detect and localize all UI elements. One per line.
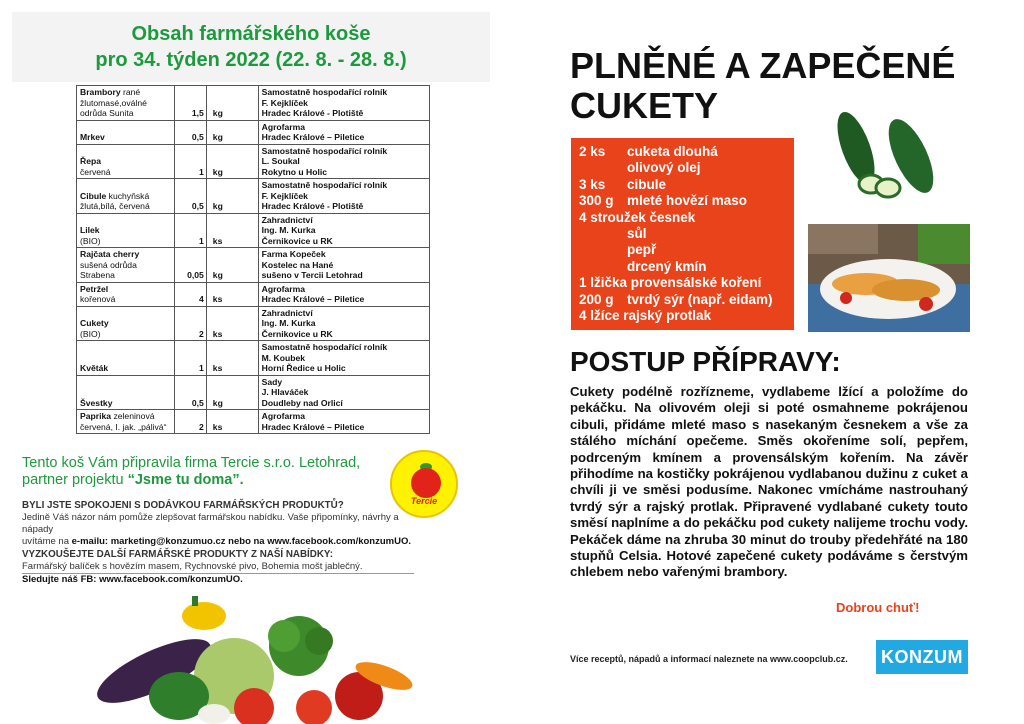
product-farm bbox=[258, 144, 429, 179]
method-text: Cukety podélně rozřízneme, vydlabeme lžící a položíme do pekáčku. Na olivovém oleji si poté osmahneme pokrájenou cibuli, přidáme mleté maso s nasekaným česnekem a vše za stálého míchání opečeme. Směs okořeníme solí, pepřem, podrceným kmínem a provensálským kořením. Na závěr přihodíme na kostičky pokrájenou vydlabanou dužinu z cuket a chvíli ji ve směsi podusíme. Nakonec vmícháme nastrouhaný tvrdý sýr a rajský protlak. Připravené vydlabané cukety touto směsí naplníme a do pekáčku pod cukety nalijeme trochu vody. Pekáček dáme na zhruba 30 minut do trouby předehřáté na 180 stupňů Celsia. Hotové zapečené cukety podáváme s čerstvým chlebem nebo vařenými brambory. bbox=[570, 384, 968, 580]
farm-line: Agrofarma bbox=[261, 283, 306, 294]
tercie-line2 bbox=[22, 472, 382, 489]
product-farm bbox=[258, 341, 429, 376]
ingredient-item: drcený kmín bbox=[627, 258, 707, 274]
product-name-cell bbox=[77, 86, 175, 121]
farm-line: L. Soukal bbox=[261, 156, 300, 166]
basket-week: pro 34. týden 2022 (22. 8. - 28. 8.) bbox=[95, 49, 407, 71]
tercie-line1: Tento koš Vám připravila firma Tercie s.r.o. Letohrad, bbox=[22, 455, 361, 471]
ingredient-row bbox=[579, 210, 786, 226]
product-unit: kg bbox=[206, 120, 258, 144]
ingredient-item: mleté hovězí maso bbox=[627, 193, 748, 209]
product-unit: ks bbox=[206, 410, 258, 434]
farm-line: Horní Ředice u Holic bbox=[261, 363, 346, 373]
product-name-cell bbox=[77, 410, 175, 434]
stuffed-zucchini-image bbox=[808, 224, 970, 332]
product-qty: 1 bbox=[174, 213, 206, 248]
table-row bbox=[77, 341, 430, 376]
farm-line: Samostatně hospodařící rolník bbox=[261, 180, 388, 190]
product-name: Mrkev bbox=[80, 132, 105, 142]
ingredient-item: olivový olej bbox=[627, 160, 701, 176]
farm-line: Hradec Králové – Piletice bbox=[261, 132, 365, 142]
farm-line: Hradec Králové - Plotiště bbox=[261, 201, 364, 211]
product-name-cell bbox=[77, 375, 175, 410]
product-desc: sušená odrůda Strabena bbox=[80, 259, 137, 280]
product-unit: ks bbox=[206, 341, 258, 376]
product-qty: 1 bbox=[174, 341, 206, 376]
basket-title: Obsah farmářského koše bbox=[131, 23, 371, 45]
tercie-line2-prefix: partner projektu bbox=[22, 472, 128, 488]
product-qty: 2 bbox=[174, 306, 206, 341]
farm-line: Samostatně hospodařící rolník bbox=[261, 87, 388, 97]
ingredient-item: 1 lžička provensálské koření bbox=[579, 275, 762, 291]
ingredient-row bbox=[579, 177, 786, 193]
feedback-block bbox=[22, 500, 422, 548]
ingredient-row bbox=[579, 275, 786, 291]
tercie-line2-bold: “Jsme tu doma”. bbox=[127, 472, 244, 488]
farm-line: J. Hlaváček bbox=[261, 387, 309, 397]
table-row bbox=[77, 410, 430, 434]
product-name: Brambory bbox=[80, 87, 121, 97]
feedback-body-2 bbox=[22, 536, 422, 548]
farm-line: Sady bbox=[261, 376, 283, 387]
table-row bbox=[77, 144, 430, 179]
bon-appetit: Dobrou chuť! bbox=[836, 600, 920, 615]
product-name-cell bbox=[77, 306, 175, 341]
ingredient-item: 4 stroužek česnek bbox=[579, 209, 696, 225]
ingredient-row bbox=[579, 292, 786, 308]
product-unit: kg bbox=[206, 144, 258, 179]
farm-line: Ing. M. Kurka bbox=[261, 318, 316, 328]
product-name-cell bbox=[77, 120, 175, 144]
recipe-title-line1: PLNĚNÉ A ZAPEČENÉ bbox=[570, 45, 956, 86]
recipe-title-line2: CUKETY bbox=[570, 85, 719, 126]
product-farm bbox=[258, 375, 429, 410]
farm-line: Doudleby nad Orlicí bbox=[261, 397, 343, 408]
ingredient-qty: 3 ks bbox=[579, 176, 606, 192]
product-desc: kuchyňská žlutá,bílá, červená bbox=[80, 190, 150, 211]
product-qty: 1 bbox=[174, 144, 206, 179]
farm-line: F. Kejklíček bbox=[261, 190, 308, 201]
product-qty: 1,5 bbox=[174, 86, 206, 121]
product-farm bbox=[258, 306, 429, 341]
product-unit: kg bbox=[206, 179, 258, 214]
product-name-cell bbox=[77, 341, 175, 376]
farm-line: M. Koubek bbox=[261, 352, 306, 363]
vegetables-image bbox=[84, 596, 414, 724]
product-desc: (BIO) bbox=[80, 328, 101, 339]
farm-line: Zahradnictví bbox=[261, 307, 313, 318]
farm-line: Černikovice u RK bbox=[261, 328, 333, 339]
product-name: Rajčata cherry bbox=[80, 249, 140, 259]
zucchini-image bbox=[826, 108, 946, 200]
farm-line: Rokytno u Holic bbox=[261, 166, 328, 177]
farm-line: Ing. M. Kurka bbox=[261, 225, 316, 235]
farm-line: Zahradnictví bbox=[261, 214, 313, 225]
tercie-note bbox=[22, 455, 382, 489]
farm-line: Černikovice u RK bbox=[261, 235, 333, 246]
product-name-cell bbox=[77, 144, 175, 179]
ingredient-row bbox=[579, 226, 786, 242]
product-name: Paprika bbox=[80, 411, 112, 421]
offer-body-1: Farmářský balíček s hovězím masem, Rychnovské pivo, Bohemia mošt jablečný. bbox=[22, 561, 414, 574]
product-qty: 0,5 bbox=[174, 375, 206, 410]
product-unit: ks bbox=[206, 306, 258, 341]
offer-block bbox=[22, 549, 422, 586]
table-row bbox=[77, 306, 430, 341]
table-row bbox=[77, 375, 430, 410]
ingredient-row bbox=[579, 242, 786, 258]
farm-line: Samostatně hospodařící rolník bbox=[261, 145, 388, 156]
product-unit: ks bbox=[206, 282, 258, 306]
farm-line: F. Kejklíček bbox=[261, 97, 308, 108]
basket-table bbox=[76, 85, 430, 434]
feedback-body-2-prefix: uvítáme na bbox=[22, 536, 72, 547]
product-name: Řepa bbox=[80, 156, 102, 166]
offer-body-2 bbox=[22, 574, 422, 586]
ingredient-item: pepř bbox=[627, 242, 657, 258]
ingredients-box bbox=[571, 138, 794, 330]
feedback-heading: BYLI JSTE SPOKOJENI S DODÁVKOU FARMÁŘSKÝCH PRODUKTŮ? bbox=[22, 500, 344, 511]
product-desc: (BIO) bbox=[80, 235, 101, 246]
ingredient-item: tvrdý sýr (např. eidam) bbox=[627, 291, 773, 307]
product-qty: 2 bbox=[174, 410, 206, 434]
product-desc: rané žlutomasé,oválné odrůda Sunita bbox=[80, 87, 147, 118]
product-farm bbox=[258, 248, 429, 283]
footer-note: Více receptů, nápadů a informací naleznete na www.coopclub.cz. bbox=[570, 654, 848, 664]
product-farm bbox=[258, 120, 429, 144]
product-farm bbox=[258, 282, 429, 306]
farm-line: Agrofarma bbox=[261, 121, 306, 132]
farm-line: Hradec Králové – Piletice bbox=[261, 294, 365, 304]
product-name-cell bbox=[77, 282, 175, 306]
basket-title-band bbox=[12, 12, 490, 82]
ingredient-item: cuketa dlouhá bbox=[627, 144, 718, 159]
farm-line: Hradec Králové - Plotiště bbox=[261, 108, 364, 118]
ingredient-item: 4 lžíce rajský protlak bbox=[579, 308, 712, 324]
farm-line: Kostelec na Hané bbox=[261, 259, 334, 270]
product-name-cell bbox=[77, 248, 175, 283]
product-farm bbox=[258, 410, 429, 434]
table-row bbox=[77, 179, 430, 214]
ingredient-qty: 200 g bbox=[579, 291, 614, 307]
tomato-icon bbox=[411, 468, 441, 498]
product-desc: červená bbox=[80, 166, 111, 177]
table-row bbox=[77, 248, 430, 283]
ingredient-row bbox=[579, 259, 786, 275]
offer-heading: VYZKOUŠEJTE DALŠÍ FARMÁŘSKÉ PRODUKTY Z NAŠÍ NABÍDKY: bbox=[22, 549, 333, 560]
product-farm bbox=[258, 213, 429, 248]
product-unit: kg bbox=[206, 375, 258, 410]
product-name: Švestky bbox=[80, 397, 113, 408]
product-farm bbox=[258, 179, 429, 214]
ingredient-row bbox=[579, 308, 786, 324]
ingredient-qty: 2 ks bbox=[579, 144, 606, 159]
product-farm bbox=[258, 86, 429, 121]
product-desc: zeleninová červená, I. jak. „pálivá“ bbox=[80, 411, 167, 432]
ingredient-row bbox=[579, 193, 786, 209]
product-qty: 4 bbox=[174, 282, 206, 306]
farm-line: Farma Kopeček bbox=[261, 249, 326, 259]
product-name: Petržel bbox=[80, 283, 109, 294]
product-qty: 0,5 bbox=[174, 120, 206, 144]
product-unit: kg bbox=[206, 248, 258, 283]
product-name: Cukety bbox=[80, 318, 109, 328]
product-name-cell bbox=[77, 179, 175, 214]
farm-line: Agrofarma bbox=[261, 411, 306, 421]
ingredient-row bbox=[579, 144, 786, 160]
product-name: Lilek bbox=[80, 225, 100, 235]
ingredient-row bbox=[579, 160, 786, 176]
ingredient-item: cibule bbox=[627, 176, 667, 192]
product-qty: 0,5 bbox=[174, 179, 206, 214]
table-row bbox=[77, 120, 430, 144]
product-name: Květák bbox=[80, 363, 109, 373]
ingredient-qty: 300 g bbox=[579, 193, 614, 209]
feedback-body-1: Jedině Váš názor nám pomůže zlepšovat farmářskou nabídku. Vaše připomínky, návrhy a nápady bbox=[22, 512, 399, 535]
product-qty: 0,05 bbox=[174, 248, 206, 283]
product-unit: ks bbox=[206, 213, 258, 248]
product-unit: kg bbox=[206, 86, 258, 121]
konzum-logo: KONZUM bbox=[876, 640, 968, 674]
table-row bbox=[77, 86, 430, 121]
product-name: Cibule bbox=[80, 190, 107, 201]
tercie-logo-text: Tercie bbox=[410, 496, 438, 506]
product-name-cell bbox=[77, 213, 175, 248]
feedback-contact: e-mailu: marketing@konzumuo.cz nebo na www.facebook.com/konzumUO. bbox=[71, 536, 411, 547]
farm-line: sušeno v Tercii Letohrad bbox=[261, 270, 363, 280]
farm-line: Samostatně hospodařící rolník bbox=[261, 342, 388, 352]
table-row bbox=[77, 282, 430, 306]
table-row bbox=[77, 213, 430, 248]
ingredient-item: sůl bbox=[627, 226, 647, 242]
method-heading: POSTUP PŘÍPRAVY: bbox=[570, 346, 841, 377]
product-desc: kořenová bbox=[80, 294, 116, 304]
farm-line: Hradec Králové – Piletice bbox=[261, 421, 365, 432]
offer-fb-link: Sledujte náš FB: www.facebook.com/konzumUO. bbox=[22, 574, 243, 585]
